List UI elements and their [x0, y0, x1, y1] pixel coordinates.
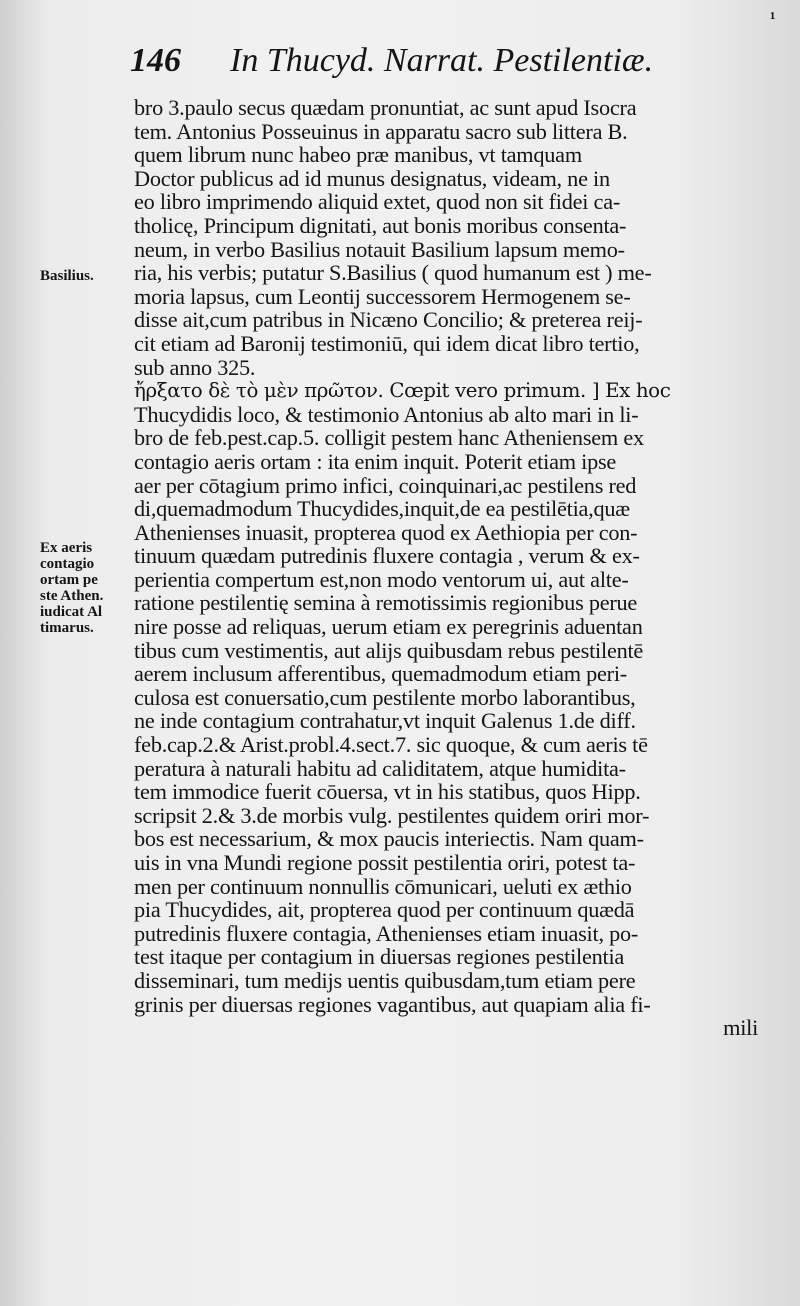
text-line: ne inde contagium contrahatur,vt inquit Galenus 1.de diff. [134, 708, 636, 734]
margin-note-line: ste Athen. [40, 588, 104, 604]
text-line-greek-lemma: ἤρξατο δὲ τὸ μὲν πρῶτον. Cœpit vero primum. ] Ex hoc [134, 378, 671, 403]
margin-note-line: iudicat Al [40, 604, 103, 620]
text-line: dissеminari, tum medijs uentis quibusdam,tum etiam pere [134, 967, 636, 993]
text-line: ria, his verbis; putatur S.Basilius ( quod humanum est ) me- [134, 260, 652, 286]
text-line: culosa est conuersatio,cum pestilente morbo laborantibus, [134, 684, 636, 710]
text-line: tinuum quædam putredinis fluxere contagia , verum & ex- [134, 543, 640, 569]
text-line: perientia compertum est,non modo ventorum ui, aut alte- [134, 566, 629, 592]
text-line: feb.cap.2.& Arist.probl.4.sect.7. sic quoque, & cum aeris tē [134, 732, 648, 758]
margin-note-line: ortam pe [40, 572, 98, 588]
text-line: bro de feb.pest.cap.5. colligit pestem hanc Atheniensem ex [134, 425, 644, 451]
text-line: peratura à naturali habitu ad caliditatem, atque humidita- [134, 755, 626, 781]
text-line: ratione pestilentię semina à remotissimis regionibus perue [134, 590, 638, 616]
text-line-catchword: mili [723, 1015, 759, 1041]
text-line: neum, in verbo Basilius notauit Basilium lapsum memo- [134, 236, 625, 262]
page-header [130, 40, 770, 90]
text-line: grinis per diuersas regiones vagantibus, aut quapiam alia fi- [134, 991, 651, 1017]
text-line: tibus cum vestimentis, aut alijs quibusdam rebus pestilentē [134, 637, 644, 663]
text-line: tholicę, Principum dignitati, aut bonis moribus consenta- [134, 212, 627, 238]
text-line: quem librum nunc habeo præ manibus, vt tamquam [134, 142, 582, 168]
text-line: Thucydidis loco, & testimonio Antonius ab alto mari in li- [134, 401, 639, 427]
text-line: nire posse ad reliquas, uerum etiam ex peregrinis aduentan [134, 614, 643, 640]
margin-note-line: Ex aeris [40, 540, 93, 556]
body-text [134, 96, 770, 1040]
margin-note-basilius: Basilius. [40, 268, 94, 284]
text-line: test itaque per contagium in diuersas regiones pestilentia [134, 944, 625, 970]
text-line: scripsit 2.& 3.de morbis vulg. pestilentes quidem oriri mor- [134, 802, 650, 828]
corner-mark: ¹ [770, 8, 776, 28]
text-line: cit etiam ad Baronij testimoniū, qui idem dicat libro tertio, [134, 330, 640, 356]
text-line: eo libro imprimendo aliquid extet, quod non sit fidei ca- [134, 189, 621, 215]
text-line: putredinis fluxere contagia, Athenienses etiam inuasit, po- [134, 920, 639, 946]
text-line: moria lapsus, cum Leontij successorem Hermogenem se- [134, 283, 631, 309]
text-line: men per continuum nonnullis cōmunicari, ueluti ex æthio [134, 873, 632, 899]
text-line: tem immodice fuerit cōuersa, vt in his statibus, quos Hipp. [134, 779, 641, 805]
text-line: disse ait,cum patribus in Nicæno Concilio; & preterea reij- [134, 307, 643, 333]
text-line: Athenienses inuasit, propterea quod ex Aethiopia per con- [134, 519, 638, 545]
text-line: bos est necessarium, & mox paucis interiectis. Nam quam- [134, 826, 644, 852]
text-line: Doctor publicus ad id munus designatus, videam, ne in [134, 165, 610, 191]
text-line: aer per cōtagium primo infici, coinquinari,ac pestilens red [134, 472, 637, 498]
text-line: tem. Antonius Posseuinus in apparatu sacro sub littera B. [134, 118, 628, 144]
margin-note-line: timarus. [40, 620, 94, 636]
running-title: In Thucyd. Narrat. Pestilentiæ. [230, 42, 654, 79]
text-line: bro 3.paulo secus quædam pronuntiat, ac sunt apud Isocra [134, 95, 637, 120]
margin-note-contagion [40, 540, 103, 636]
page-number: 146 [130, 42, 181, 79]
text-line: pia Thucydides, ait, propterea quod per continuum quædā [134, 897, 635, 923]
text-line: aerem inclusum afferentibus, quemadmodum etiam peri- [134, 661, 627, 687]
text-line: di,quemadmodum Thucydides,inquit,de ea pestilētia,quæ [134, 496, 630, 522]
text-line: uis in vna Mundi regione possit pestilentia oriri, potest ta- [134, 850, 636, 875]
text-line: sub anno 325. [134, 354, 256, 380]
text-line: contagio aeris ortam : ita enim inquit. Poterit etiam ipse [134, 448, 617, 474]
margin-note-line: contagio [40, 556, 95, 572]
